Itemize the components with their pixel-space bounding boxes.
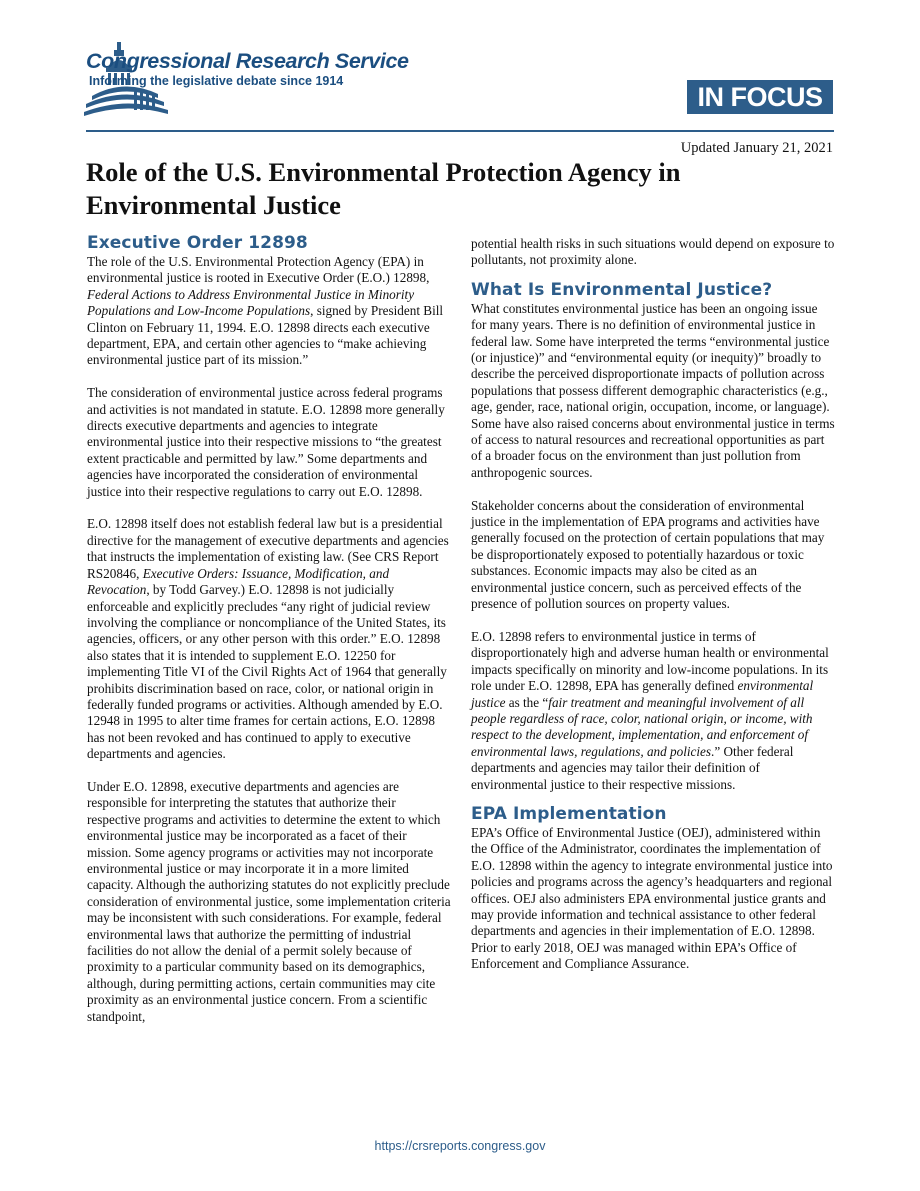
section-heading-what-is-ej: What Is Environmental Justice? xyxy=(471,279,773,300)
paragraph: potential health risks in such situations would depend on exposure to pollutants, not proximity alone. xyxy=(471,236,835,268)
text: , signed by President Bill Clinton on February 11, 1994. E.O. 12898 directs each executive department, EPA, and certain other agencies to “make achieving environmental justice part of its mission.” xyxy=(87,303,444,368)
paragraph xyxy=(471,629,835,793)
right-column xyxy=(471,232,835,973)
defined-term: environmental justice xyxy=(471,678,814,710)
text: E.O. 12898 refers to environmental justice in terms of disproportionately high and adverse human health or environmental impacts specifically on minority and low-income populations. In its role under E.O. 12898, EPA has generally defined xyxy=(471,628,829,694)
org-tagline: Informing the legislative debate since 1914 xyxy=(89,74,344,88)
definition-quote: fair treatment and meaningful involvement of all people regardless of race, color, national origin, or income, with respect to the development, implementation, and enforcement of environmental laws, regulations, and policies xyxy=(471,694,813,759)
paragraph: Stakeholder concerns about the consideration of environmental justice in the implementation of EPA programs and activities have generally focused on the protection of certain populations that may be disproportionately exposed to potentially hazardous or toxic substances. Economic impacts may also be cited as an environmental justice concern, such as perceived effects of the presence of pollution sources on property values. xyxy=(471,497,825,612)
order-title: Federal Actions to Address Environmental Justice in Minority Populations and Low-Income Populations xyxy=(87,286,415,319)
in-focus-badge: IN FOCUS xyxy=(687,80,833,114)
text: as the “ xyxy=(505,694,549,710)
section-heading-epa-implementation: EPA Implementation xyxy=(471,803,667,824)
document-header xyxy=(0,0,920,156)
header-divider xyxy=(86,130,834,132)
report-title: Executive Orders: Issuance, Modification, and Revocation xyxy=(87,565,390,598)
paragraph xyxy=(87,254,451,369)
text: E.O. 12898 itself does not establish federal law but is a presidential directive for the management of executive departments and agencies that instructs the implementation of existing law. (See CRS Report RS20846, xyxy=(87,516,449,581)
paragraph: What constitutes environmental justice has been an ongoing issue for many years. There is no definition of environmental justice in federal law. Some have interpreted the terms “environmental justice (or injustice)” and “environmental equity (or inequity)” broadly to describe the perceived disproportionate impacts of pollution across populations that possess different demographic characteristics (e.g., age, gender, race, national origin, occupation, income, or language). Some have also raised concerns about environmental justice in terms of access to natural resources and recreational opportunities as part of a broader focus on the environment than just pollution from anthropogenic sources. xyxy=(471,300,835,480)
left-column xyxy=(87,232,451,1025)
footer-url[interactable]: https://crsreports.congress.gov xyxy=(374,1139,546,1153)
section-heading-executive-order: Executive Order 12898 xyxy=(87,233,308,253)
text: The role of the U.S. Environmental Protection Agency (EPA) in environmental justice is rooted in Executive Order (E.O.) 12898, xyxy=(87,254,430,286)
text: .” Other federal departments and agencies may tailor their definition of environmental justice to their respective missions. xyxy=(471,743,794,792)
paragraph: EPA’s Office of Environmental Justice (OEJ), administered within the Office of the Administrator, coordinates the implementation of E.O. 12898 within the agency to integrate environmental justice into policies and programs across the agency’s headquarters and regional offices. OEJ also administers EPA environmental justice grants and may provide information and technical assistance to other federal departments and agencies in their implementation of E.O. 12898. Prior to early 2018, OEJ was managed within EPA’s Office of Enforcement and Compliance Assurance. xyxy=(471,824,833,972)
updated-date: Updated January 21, 2021 xyxy=(680,140,833,156)
org-name: Congressional Research Service xyxy=(86,49,409,73)
paragraph: The consideration of environmental justice across federal programs and activities is not mandated in statute. E.O. 12898 more generally directs executive departments and agencies to integrate environmental justice into their respective missions to “the greatest extent practicable and permitted by law.” Some departments and agencies have incorporated the consideration of environmental justice into their respective regulations to carry out E.O. 12898. xyxy=(87,385,445,499)
text: , by Todd Garvey.) E.O. 12898 is not judicially enforceable and explicitly precludes “any right of judicial review involving the compliance or noncompliance of the United States, its agencies, officers, or any other person with this order.” E.O. 12898 also states that it is intended to supplement E.O. 12250 for implementing Title VI of the Civil Rights Act of 1964 that generally prohibits discrimination based on race, color, or national origin in federally funded programs or activities. Although amended by E.O. 12948 in 1995 to alter time frames for certain actions, E.O. 12898 has not been revoked and has continued to apply to executive departments and agencies. xyxy=(87,582,447,762)
paragraph: Under E.O. 12898, executive departments and agencies are responsible for interpreting the statutes that authorize their respective programs and activities to determine the extent to which environmental justice may be incorporated as a facet of their mission. Some agency programs or activities may not incorporate environmental justice or may incorporate it in a more limited capacity. Although the authorizing statutes do not explicitly preclude consideration of environmental justice, some implementation criteria may be inconsistent with such considerations. For example, federal environmental laws that authorize the permitting of industrial facilities do not allow the denial of a permit solely because of proximity to a particular community based on its demographics, although, during permitting actions, certain communities may cite proximity as an environmental justice concern. From a scientific standpoint, xyxy=(87,778,451,1024)
paragraph xyxy=(87,516,451,762)
page-title: Role of the U.S. Environmental Protection Agency in Environmental Justice xyxy=(86,157,681,220)
